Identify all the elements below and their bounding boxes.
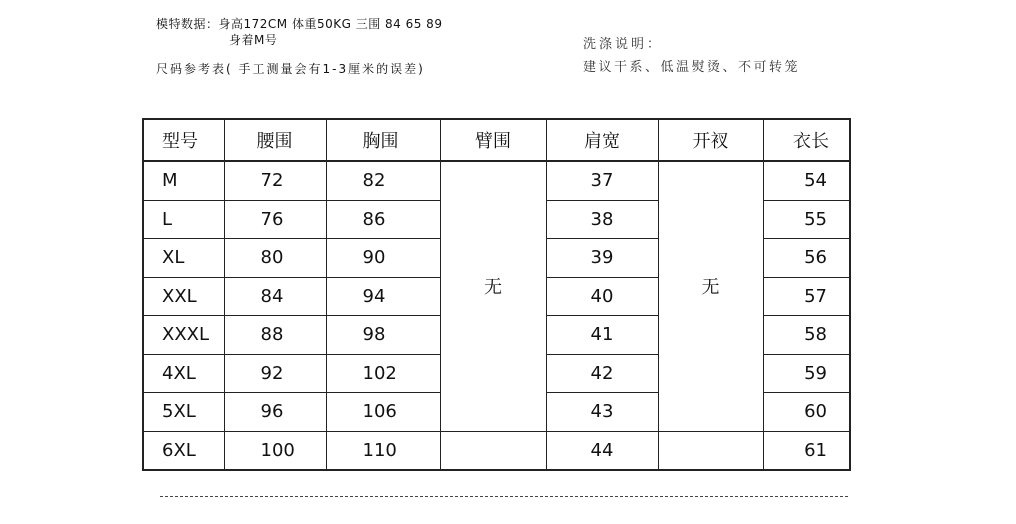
cell-size: M [143, 161, 224, 200]
cell-waist: 92 [224, 354, 326, 393]
header-size: 型号 [143, 119, 224, 161]
cell-size: 5XL [143, 393, 224, 432]
cell-shoulder: 41 [546, 316, 658, 355]
cell-chest: 94 [326, 277, 440, 316]
cell-shoulder: 38 [546, 200, 658, 239]
header-length: 衣长 [763, 119, 850, 161]
model-info-line1: 模特数据：身高172CM 体重50KG 三围 84 65 89 [156, 17, 443, 31]
header-slit: 开衩 [658, 119, 763, 161]
wash-instructions-text: 建议干系、低温熨烫、不可转笼 [583, 60, 801, 75]
cell-chest: 102 [326, 354, 440, 393]
cell-size: XXL [143, 277, 224, 316]
cell-shoulder: 40 [546, 277, 658, 316]
cell-waist: 96 [224, 393, 326, 432]
size-chart-table [142, 118, 851, 471]
cell-shoulder: 44 [546, 431, 658, 470]
header-chest: 胸围 [326, 119, 440, 161]
cell-size: XL [143, 239, 224, 278]
header-shoulder: 肩宽 [546, 119, 658, 161]
cell-chest: 106 [326, 393, 440, 432]
table-header-row [143, 119, 850, 161]
cell-size: L [143, 200, 224, 239]
table-row [143, 161, 850, 200]
dashed-divider [160, 496, 848, 497]
cell-shoulder: 39 [546, 239, 658, 278]
cell-waist: 72 [224, 161, 326, 200]
cell-waist: 84 [224, 277, 326, 316]
cell-waist: 76 [224, 200, 326, 239]
header-waist: 腰围 [224, 119, 326, 161]
cell-size: 6XL [143, 431, 224, 470]
cell-slit-merged [658, 161, 763, 431]
cell-length: 55 [763, 200, 850, 239]
cell-waist: 100 [224, 431, 326, 470]
cell-shoulder: 37 [546, 161, 658, 200]
size-chart-note: 尺码参考表( 手工测量会有1-3厘米的误差) [156, 62, 425, 76]
cell-chest: 90 [326, 239, 440, 278]
cell-length: 60 [763, 393, 850, 432]
cell-shoulder: 43 [546, 393, 658, 432]
model-info-line2: 身着M号 [229, 33, 278, 47]
arm-none-text: 无 [484, 277, 502, 299]
wash-instructions-title: 洗涤说明： [583, 37, 664, 52]
cell-length: 59 [763, 354, 850, 393]
cell-slit-empty [658, 431, 763, 470]
table-row [143, 431, 850, 470]
cell-length: 57 [763, 277, 850, 316]
header-arm: 臂围 [440, 119, 546, 161]
cell-chest: 98 [326, 316, 440, 355]
cell-arm-merged [440, 161, 546, 431]
slit-none-text: 无 [701, 277, 720, 299]
cell-chest: 82 [326, 161, 440, 200]
cell-shoulder: 42 [546, 354, 658, 393]
cell-arm-empty [440, 431, 546, 470]
cell-length: 58 [763, 316, 850, 355]
cell-waist: 88 [224, 316, 326, 355]
cell-chest: 110 [326, 431, 440, 470]
cell-length: 54 [763, 161, 850, 200]
cell-length: 56 [763, 239, 850, 278]
cell-length: 61 [763, 431, 850, 470]
cell-size: 4XL [143, 354, 224, 393]
cell-chest: 86 [326, 200, 440, 239]
cell-size: XXXL [143, 316, 224, 355]
cell-waist: 80 [224, 239, 326, 278]
